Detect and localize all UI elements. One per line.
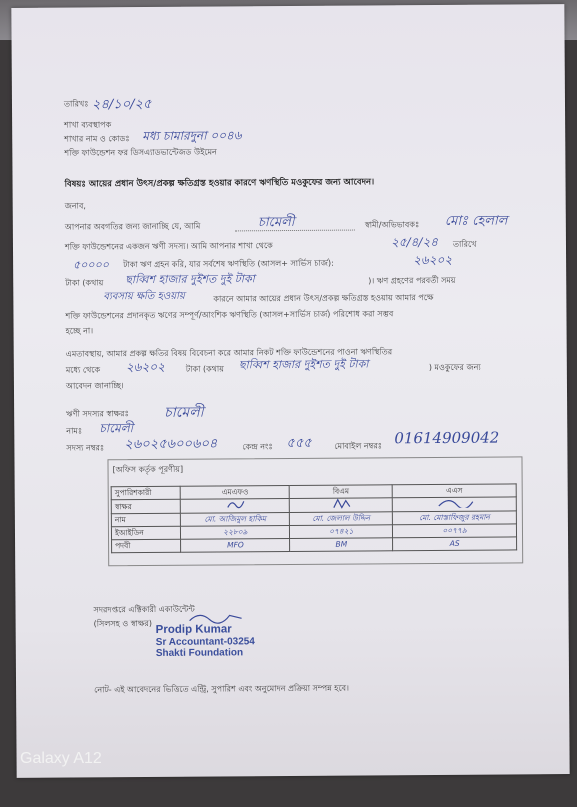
as-designation: AS — [393, 537, 517, 551]
para2-line1: এমতাবস্থায়, আমার প্রকল্প ক্ষতির বিষয় বিবেচনা করে আমার নিকট শক্তি ফাউন্ডেশনের পাওনা ঋণস্থিতির — [65, 347, 393, 359]
reason-handwritten: ব্যবসায় ক্ষতি হওয়ায় — [103, 290, 185, 303]
para2-line2-c: ) মওকুফের জন্য — [428, 362, 481, 373]
para2-line2-b: টাকা (কথায় — [185, 364, 224, 374]
table-header-cell: এএস — [392, 484, 516, 498]
mobile-value: 01614909042 — [394, 428, 500, 448]
member-name-label: নামঃ — [66, 426, 83, 436]
para1-line2-end: তারিখে — [452, 239, 477, 249]
mfo-designation: MFO — [181, 539, 290, 553]
subject-line: বিষয়ঃ আয়ের প্রধান উৎস/প্রকল্প ক্ষতিগ্রস্ত হওয়ার কারণে ঋণস্থিতি মওকুফের জন্য আবেদন। — [64, 177, 375, 190]
row-label: নাম — [111, 513, 180, 526]
balance-handwritten: ২৬২০২ — [413, 252, 453, 268]
mobile-label: মোবাইল নম্বরঃ — [334, 441, 383, 451]
accountant-line2: (সিলসহ ও স্বাক্ষর) — [93, 618, 152, 629]
table-header-cell: এমএফও — [181, 486, 290, 500]
para1-line4-b: )। ঋণ গ্রহণের পরবর্তী সময় — [368, 275, 456, 286]
salutation: জনাব, — [64, 201, 86, 211]
para1-line3: টাকা ঋণ গ্রহন করি, যার সর্বশেষ ঋণস্থিতি (আসল+ সার্ভিস চার্জ): — [123, 258, 334, 270]
row-label: ইআইডিন — [111, 526, 180, 539]
center-label: কেন্দ্র নংঃ — [242, 442, 273, 452]
bm-designation: BM — [290, 538, 393, 552]
para1-line4-a: টাকা (কথায় — [65, 278, 104, 288]
table-row — [112, 537, 517, 553]
para1-line7: হচ্ছে না। — [65, 326, 94, 336]
document-page — [11, 4, 569, 778]
as-eid: ০০৭৭৯ — [393, 524, 517, 538]
signature-cell — [290, 498, 393, 513]
guardian-handwritten: মোঃ হেলাল — [444, 213, 508, 229]
branch-label: শাখার নাম ও কোডঃ — [64, 134, 130, 144]
para1-line1-a: আপনার অবগতির জন্য জানাচ্ছি যে, আমি — [64, 221, 201, 232]
recommendation-table — [111, 483, 517, 553]
as-signature-mark — [434, 498, 474, 508]
mfo-eid: ২২৮০৯ — [181, 526, 290, 540]
bm-eid: ০৭৪২১ — [290, 525, 393, 539]
note-line: নোট- এই আবেদনের ভিত্তিতে এন্ট্রি, সুপারিশ এবং অনুমোদন প্রক্রিয়া সম্পন্ন হবে। — [94, 683, 350, 695]
para2-line2-a: মধ্যে থেকে — [65, 365, 101, 375]
addressee-line: শাখা ব্যবস্থাপক — [64, 120, 112, 130]
mfo-signature-mark — [220, 499, 250, 509]
member-signature: চামেলী — [164, 404, 204, 421]
row-label: স্বাক্ষর — [111, 499, 180, 513]
row-label: পদবী — [112, 539, 181, 552]
mfo-name: মো. আজিমুল হাকিম — [181, 513, 290, 527]
para2-line3: আবেদন জানাচ্ছি। — [65, 381, 124, 391]
para1-line5: কারনে আমার আয়ের প্রধান উৎস/প্রকল্প ক্ষতিগ্রস্ত হওয়ায় আমার পক্ষে — [213, 292, 434, 304]
date-label: তারিখঃ — [63, 99, 89, 109]
balance-words-handwritten: ছাব্বিশ হাজার দুইশত দুই টাকা — [125, 272, 255, 287]
waiver-words-handwritten: ছাব্বিশ হাজার দুইশত দুই টাকা — [238, 357, 369, 372]
stamp-title: Sr Accountant-03254 — [155, 636, 255, 648]
stamp-name: Prodip Kumar — [155, 623, 232, 636]
camera-watermark: Galaxy A12 — [20, 750, 102, 767]
member-id-label: সদস্য নম্বরঃ — [66, 443, 105, 453]
accountant-line1: সদরদপ্তরে এক্টিকারী একাউন্টেন্ট — [93, 604, 195, 615]
table-header-cell: বিএম — [290, 485, 393, 499]
date-value: ২৪/১০/২৫ — [91, 96, 152, 113]
bm-signature-mark — [326, 499, 356, 509]
member-name-value: চামেলী — [99, 421, 134, 436]
signature-cell — [392, 497, 516, 512]
stamp-organization: Shakti Foundation — [155, 647, 244, 659]
table-header-cell: সুপারিশকারী — [111, 486, 180, 499]
para1-line6: শক্তি ফাউন্ডেশনের প্রদানকৃত ঋণের সম্পূর্ণ/আংশিক ঋণস্থিতি (আসল+সার্ভিস চার্জ) পরিশোধ করা সম্ভব — [65, 309, 394, 321]
loan-amount-handwritten: ৫০০০০ — [73, 258, 109, 272]
loan-date-handwritten: ২৫/৪/২৪ — [390, 234, 439, 250]
signature-cell — [181, 499, 290, 514]
office-use-title: [অফিস কর্তৃক পূরণীয়] — [112, 464, 184, 475]
bm-name: মো. জেলাল উদ্দিন — [290, 512, 393, 526]
organization-line: শক্তি ফাউন্ডেশন ফর ডিসএ্যাডভান্টেজড উইমেন — [64, 147, 217, 158]
para1-line2: শক্তি ফাউন্ডেশনের একজন ঋণী সদস্য। আমি আপনার শাখা থেকে — [64, 241, 273, 252]
para1-line1-b: স্বামী/অভিভাবকঃ — [364, 220, 420, 230]
member-id-value: ২৬০২৫৬০০৬০৪ — [124, 436, 218, 453]
center-value: ৫৫৫ — [286, 435, 312, 452]
member-signature-label: ঋণী সদস্যর স্বাক্ষরঃ — [66, 409, 129, 419]
member-name-handwritten: চামেলী — [257, 214, 295, 231]
as-name: মো. মোস্তাফিজুর রহমান — [393, 511, 517, 525]
waiver-amount-handwritten: ২৬২০২ — [125, 359, 165, 375]
branch-value: মধ্য চামারদুনা ০০৪৬ — [142, 128, 242, 144]
